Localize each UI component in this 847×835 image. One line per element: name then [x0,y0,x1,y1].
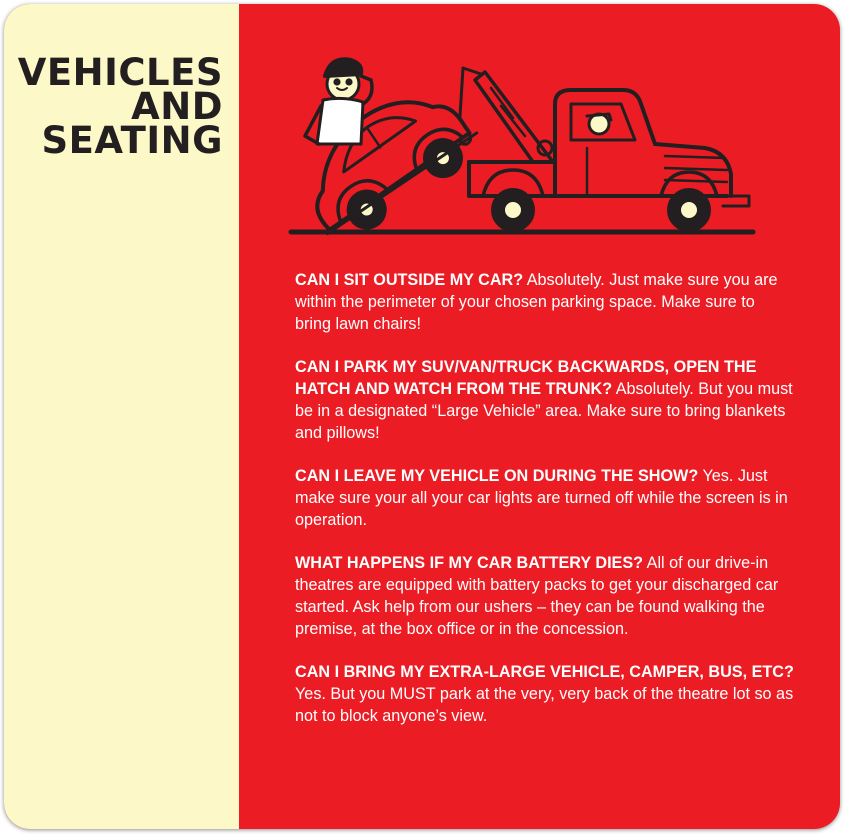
page-title [17,51,223,162]
tow-truck-illustration [287,44,757,244]
faq-item [295,661,795,727]
faq-answer: All of our drive-in theatres are equipped with battery packs to get your discharged car started. Ask help from our ushers – they can be found walking the premise, at the box office or in the concession. [295,554,779,638]
faq-item [295,269,795,335]
title-panel [4,4,239,829]
title-line-2: AND [131,85,223,128]
faq-answer: Yes. Just make sure your all your car lights are turned off while the screen is in operation. [295,467,788,529]
faq-list [295,269,795,748]
faq-question: CAN I SIT OUTSIDE MY CAR? [295,271,524,289]
faq-answer: Absolutely. Just make sure you are within the perimeter of your chosen parking space. Make sure to bring lawn chairs! [295,271,778,333]
faq-question: CAN I PARK MY SUV/VAN/TRUCK BACKWARDS, OPEN THE HATCH AND WATCH FROM THE TRUNK? [295,358,757,398]
faq-item [295,552,795,640]
title-line-1: VEHICLES [17,51,223,94]
faq-item [295,465,795,531]
content-panel [239,4,840,829]
faq-question: CAN I LEAVE MY VEHICLE ON DURING THE SHOW? [295,467,699,485]
faq-question: WHAT HAPPENS IF MY CAR BATTERY DIES? [295,554,644,572]
title-line-3: SEATING [41,119,223,162]
faq-item [295,356,795,444]
faq-answer: Absolutely. But you must be in a designated “Large Vehicle” area. Make sure to bring blankets and pillows! [295,380,793,442]
faq-card [4,4,840,829]
faq-question: CAN I BRING MY EXTRA-LARGE VEHICLE, CAMPER, BUS, ETC? [295,663,794,681]
faq-answer: Yes. But you MUST park at the very, very back of the theatre lot so as not to block anyone’s view. [295,685,794,725]
